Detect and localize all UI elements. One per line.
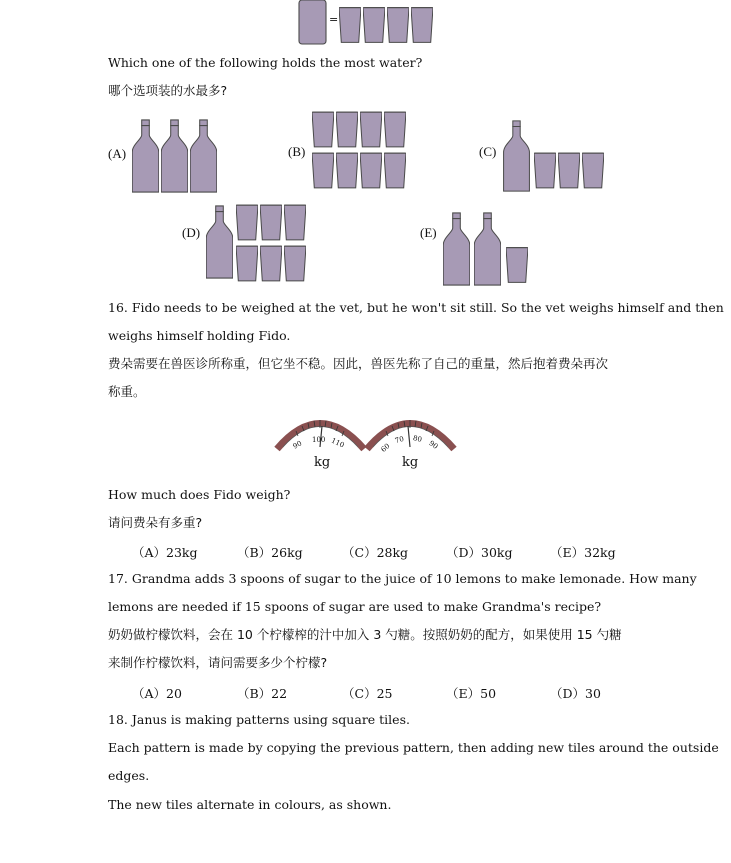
q16-text-cn-line2: 称重。	[108, 384, 146, 399]
scale-left-tick-90: 90	[291, 439, 304, 451]
q18-line1: 18. Janus is making patterns using square tiles.	[108, 712, 410, 727]
q15-question-cn: 哪个选项装的水最多?	[108, 83, 228, 98]
q17-answer-c: （C）25	[342, 686, 393, 701]
q18-line2: Each pattern is made by copying the previous pattern, then adding new tiles around the outside	[108, 740, 719, 755]
q16-answer-d: （D）30kg	[446, 545, 513, 560]
scale-right-tick-70: 70	[394, 434, 405, 446]
q17-text-en-line1: 17. Grandma adds 3 spoons of sugar to the juice of 10 lemons to make lemonade. How many	[108, 571, 697, 586]
q16-answer-b: （B）26kg	[237, 545, 303, 560]
scale-right-unit: kg	[402, 455, 419, 470]
q16-answer-e: （E）32kg	[550, 545, 616, 560]
option-c-vessels	[504, 121, 604, 191]
equals-sign: =	[329, 13, 339, 26]
q18-line3: edges.	[108, 768, 150, 783]
option-e-vessels	[443, 213, 528, 285]
option-d-vessels	[206, 205, 306, 281]
scale-right-tick-80: 80	[412, 434, 423, 444]
q15-question-en: Which one of the following holds the most water?	[108, 55, 423, 70]
q17-text-en-line2: lemons are needed if 15 spoons of sugar are used to make Grandma's recipe?	[108, 599, 602, 614]
option-a-vessels	[132, 120, 217, 192]
scale-left-unit: kg	[314, 455, 331, 470]
q17-answer-b: （B）22	[237, 686, 288, 701]
scale-right-tick-90: 90	[427, 439, 440, 451]
q16-text-cn-line1: 费朵需要在兽医诊所称重，但它坐不稳。因此，兽医先称了自己的重量，然后抱着费朵再次	[108, 356, 609, 371]
q16-question-en: How much does Fido weigh?	[108, 487, 291, 502]
option-d-label: (D)	[182, 225, 201, 240]
q18-line4: The new tiles alternate in colours, as shown.	[108, 797, 392, 812]
option-e-label: (E)	[420, 225, 437, 240]
top-jug-equation	[299, 0, 433, 44]
q17-answer-d: （D）30	[550, 686, 601, 701]
q17-text-cn-line1: 奶奶做柠檬饮料，会在 10 个柠檬榨的汁中加入 3 勺糖。按照奶奶的配方，如果使用 15 勺糖	[108, 627, 622, 642]
q16-question-cn: 请问费朵有多重?	[108, 515, 203, 530]
option-c-label: (C)	[479, 144, 497, 159]
scale-right-tick-60: 60	[379, 442, 392, 454]
scale-left-tick-100: 100	[312, 436, 326, 444]
q17-answer-a: （A）20	[132, 686, 182, 701]
scale-left-tick-110: 110	[329, 436, 346, 450]
option-b-vessels	[312, 112, 406, 188]
q16-text-en-line1: 16. Fido needs to be weighed at the vet, but he won't sit still. So the vet weighs himself and then	[108, 300, 724, 315]
q16-answer-c: （C）28kg	[342, 545, 409, 560]
q17-text-cn-line2: 来制作柠檬饮料，请问需要多少个柠檬?	[108, 655, 328, 670]
q17-answer-e: （E）50	[446, 686, 497, 701]
option-a-label: (A)	[108, 146, 127, 161]
option-b-label: (B)	[288, 144, 306, 159]
q16-text-en-line2: weighs himself holding Fido.	[108, 328, 291, 343]
q16-answer-a: （A）23kg	[132, 545, 198, 560]
